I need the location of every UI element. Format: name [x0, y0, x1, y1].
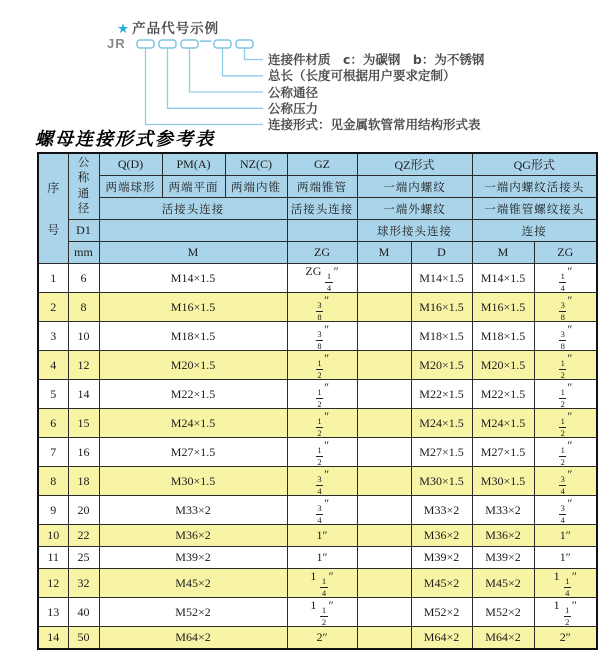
table-row: [38, 598, 597, 627]
cell-zg: $\frac{1}{2}$ ″: [287, 380, 357, 409]
header-col-zg: ZG: [287, 242, 357, 264]
cell-qg-m: M39×2: [472, 547, 534, 569]
header-qg-conn: 一端锥管螺纹接头: [472, 198, 597, 220]
cell-dn: 20: [68, 496, 99, 525]
header-qg-joint: 连接: [472, 220, 597, 242]
cell-seq: 2: [38, 293, 68, 322]
cell-qz-m: [357, 547, 411, 569]
cell-zg: 2″: [287, 627, 357, 650]
cell-dn: 22: [68, 525, 99, 547]
cell-qz-d: M16×1.5: [411, 293, 472, 322]
cell-seq: 6: [38, 409, 68, 438]
cell-qz-m: [357, 525, 411, 547]
cell-m: M22×1.5: [99, 380, 287, 409]
header-col-qz-d: D: [411, 242, 472, 264]
cell-qg-zg: 1 $\frac{1}{2}$ ″: [534, 598, 597, 627]
header-q-desc: 两端球形: [99, 176, 162, 198]
table-row: [38, 467, 597, 496]
cell-m: M18×1.5: [99, 322, 287, 351]
cell-qz-m: [357, 569, 411, 598]
header-qz-code: QZ形式: [357, 153, 472, 176]
header-d1: D1: [68, 220, 99, 242]
table-header: [38, 153, 597, 264]
code-box-2: [159, 40, 176, 48]
cell-qg-m: M33×2: [472, 496, 534, 525]
cell-qg-zg: $\frac{3}{4}$ ″: [534, 496, 597, 525]
code-box-5: [236, 40, 253, 48]
table-row: [38, 351, 597, 380]
cell-qz-m: [357, 322, 411, 351]
table-row: [38, 264, 597, 293]
table-row: [38, 496, 597, 525]
diagram-heading-text: 产品代号示例: [132, 21, 220, 37]
cell-m: M39×2: [99, 547, 287, 569]
cell-m: M52×2: [99, 598, 287, 627]
cell-seq: 12: [38, 569, 68, 598]
cell-qg-zg: $\frac{1}{2}$ ″: [534, 409, 597, 438]
cell-zg: ZG $\frac{1}{4}$ ″: [287, 264, 357, 293]
cell-zg: $\frac{1}{2}$ ″: [287, 409, 357, 438]
cell-m: M64×2: [99, 627, 287, 650]
cell-seq: 8: [38, 467, 68, 496]
header-col-qg-zg: ZG: [534, 242, 597, 264]
cell-seq: 9: [38, 496, 68, 525]
header-pm-code: PM(A): [162, 153, 225, 176]
cell-seq: 13: [38, 598, 68, 627]
cell-dn: 50: [68, 627, 99, 650]
cell-qg-m: M45×2: [472, 569, 534, 598]
cell-qz-d: M27×1.5: [411, 438, 472, 467]
table-row: [38, 293, 597, 322]
code-box-4: [214, 40, 231, 48]
cell-dn: 10: [68, 322, 99, 351]
cell-qz-m: [357, 351, 411, 380]
code-box-3: [181, 40, 198, 48]
cell-qg-m: M22×1.5: [472, 380, 534, 409]
cell-qz-m: [357, 496, 411, 525]
cell-dn: 25: [68, 547, 99, 569]
cell-zg: $\frac{3}{4}$ ″: [287, 467, 357, 496]
code-label-diameter: 公称通径: [268, 84, 319, 100]
cell-qg-m: M27×1.5: [472, 438, 534, 467]
cell-dn: 40: [68, 598, 99, 627]
cell-qz-m: [357, 598, 411, 627]
cell-qg-zg: $\frac{1}{2}$ ″: [534, 438, 597, 467]
header-gz-conn: 活接头连接: [287, 198, 357, 220]
header-dn: 公称通径: [68, 153, 99, 220]
cell-qg-m: M16×1.5: [472, 293, 534, 322]
table-row: [38, 409, 597, 438]
header-qz-conn: 一端外螺纹: [357, 198, 472, 220]
cell-qg-m: M52×2: [472, 598, 534, 627]
cell-dn: 8: [68, 293, 99, 322]
header-qz-joint: 球形接头连接: [357, 220, 472, 242]
cell-qg-zg: 2″: [534, 627, 597, 650]
header-col-m: M: [99, 242, 287, 264]
table-body: [38, 264, 597, 650]
cell-qz-d: M52×2: [411, 598, 472, 627]
cell-dn: 32: [68, 569, 99, 598]
table-row: [38, 569, 597, 598]
cell-qg-zg: 1″: [534, 547, 597, 569]
code-separator: —: [199, 34, 212, 49]
header-qg-code: QG形式: [472, 153, 597, 176]
cell-dn: 18: [68, 467, 99, 496]
cell-seq: 3: [38, 322, 68, 351]
cell-m: M14×1.5: [99, 264, 287, 293]
cell-dn: 14: [68, 380, 99, 409]
cell-qg-m: M36×2: [472, 525, 534, 547]
cell-qz-d: M18×1.5: [411, 322, 472, 351]
header-blank-gz: [287, 220, 357, 242]
callout-line-diameter: [190, 48, 264, 92]
cell-m: M16×1.5: [99, 293, 287, 322]
cell-dn: 15: [68, 409, 99, 438]
header-gz-desc: 两端锥管: [287, 176, 357, 198]
cell-zg: $\frac{3}{4}$ ″: [287, 496, 357, 525]
cell-qg-m: M18×1.5: [472, 322, 534, 351]
cell-qg-m: M14×1.5: [472, 264, 534, 293]
cell-m: M27×1.5: [99, 438, 287, 467]
table-row: [38, 627, 597, 650]
cell-qg-zg: $\frac{1}{2}$ ″: [534, 380, 597, 409]
cell-qg-m: M30×1.5: [472, 467, 534, 496]
code-label-pressure: 公称压力: [268, 100, 319, 116]
cell-qz-d: M45×2: [411, 569, 472, 598]
header-qz-desc: 一端内螺纹: [357, 176, 472, 198]
code-prefix: JR: [107, 36, 126, 51]
cell-zg: $\frac{3}{8}$ ″: [287, 322, 357, 351]
cell-seq: 4: [38, 351, 68, 380]
code-labels: [268, 52, 484, 133]
cell-qz-m: [357, 467, 411, 496]
cell-m: M33×2: [99, 496, 287, 525]
cell-seq: 7: [38, 438, 68, 467]
table-title: 螺母连接形式参考表: [35, 129, 215, 150]
cell-zg: 1″: [287, 525, 357, 547]
header-union-conn: 活接头连接: [99, 198, 287, 220]
cell-seq: 5: [38, 380, 68, 409]
cell-qz-m: [357, 380, 411, 409]
table-row: [38, 525, 597, 547]
header-q-code: Q(D): [99, 153, 162, 176]
star-icon: ★: [117, 21, 131, 37]
code-box-1: [137, 40, 154, 48]
reference-table: [37, 152, 598, 650]
header-gz-code: GZ: [287, 153, 357, 176]
cell-seq: 10: [38, 525, 68, 547]
cell-qg-zg: $\frac{1}{4}$ ″: [534, 264, 597, 293]
table-row: [38, 547, 597, 569]
callout-line-material: [245, 48, 264, 60]
cell-qz-d: M30×1.5: [411, 467, 472, 496]
header-qg-desc: 一端内螺纹活接头: [472, 176, 597, 198]
header-seq: 序号: [38, 153, 68, 264]
cell-dn: 12: [68, 351, 99, 380]
cell-qz-d: M20×1.5: [411, 351, 472, 380]
cell-qg-m: M24×1.5: [472, 409, 534, 438]
cell-qg-m: M20×1.5: [472, 351, 534, 380]
cell-qz-m: [357, 438, 411, 467]
cell-m: M24×1.5: [99, 409, 287, 438]
cell-qz-m: [357, 293, 411, 322]
cell-m: M30×1.5: [99, 467, 287, 496]
cell-zg: $\frac{1}{2}$ ″: [287, 351, 357, 380]
cell-qz-d: M22×1.5: [411, 380, 472, 409]
header-blank-left: [99, 220, 287, 242]
cell-qz-d: M36×2: [411, 525, 472, 547]
cell-zg: 1 $\frac{1}{2}$ ″: [287, 598, 357, 627]
cell-qg-zg: $\frac{3}{4}$ ″: [534, 467, 597, 496]
cell-qg-zg: $\frac{1}{2}$ ″: [534, 351, 597, 380]
code-label-form: 连接形式：见金属软管常用结构形式表: [268, 117, 481, 133]
header-pm-desc: 两端平面: [162, 176, 225, 198]
cell-m: M45×2: [99, 569, 287, 598]
table-row: [38, 438, 597, 467]
cell-m: M20×1.5: [99, 351, 287, 380]
header-nz-desc: 两端内锥: [225, 176, 287, 198]
cell-qg-m: M64×2: [472, 627, 534, 650]
header-mm: mm: [68, 242, 99, 264]
cell-seq: 1: [38, 264, 68, 293]
cell-qz-d: M24×1.5: [411, 409, 472, 438]
header-col-qz-m: M: [357, 242, 411, 264]
cell-qg-zg: $\frac{3}{8}$ ″: [534, 322, 597, 351]
cell-dn: 6: [68, 264, 99, 293]
cell-qg-zg: 1″: [534, 525, 597, 547]
cell-qg-zg: $\frac{3}{8}$ ″: [534, 293, 597, 322]
code-label-length: 总长（长度可根据用户要求定制）: [268, 68, 456, 84]
cell-seq: 14: [38, 627, 68, 650]
cell-qz-d: M64×2: [411, 627, 472, 650]
code-label-material: 连接件材质 c：为碳钢 b：为不锈钢: [268, 52, 485, 67]
callout-line-pressure: [168, 48, 264, 108]
cell-zg: 1″: [287, 547, 357, 569]
cell-zg: $\frac{1}{2}$ ″: [287, 438, 357, 467]
cell-qz-m: [357, 409, 411, 438]
cell-qz-d: M14×1.5: [411, 264, 472, 293]
header-col-qg-m: M: [472, 242, 534, 264]
table-row: [38, 380, 597, 409]
header-nz-code: NZ(C): [225, 153, 287, 176]
cell-qz-d: M33×2: [411, 496, 472, 525]
cell-seq: 11: [38, 547, 68, 569]
cell-zg: $\frac{3}{8}$ ″: [287, 293, 357, 322]
cell-m: M36×2: [99, 525, 287, 547]
cell-qz-d: M39×2: [411, 547, 472, 569]
cell-zg: 1 $\frac{1}{4}$ ″: [287, 569, 357, 598]
cell-qz-m: [357, 264, 411, 293]
callout-line-length: [223, 48, 264, 76]
cell-dn: 16: [68, 438, 99, 467]
cell-qg-zg: 1 $\frac{1}{4}$ ″: [534, 569, 597, 598]
table-row: [38, 322, 597, 351]
cell-qz-m: [357, 627, 411, 650]
